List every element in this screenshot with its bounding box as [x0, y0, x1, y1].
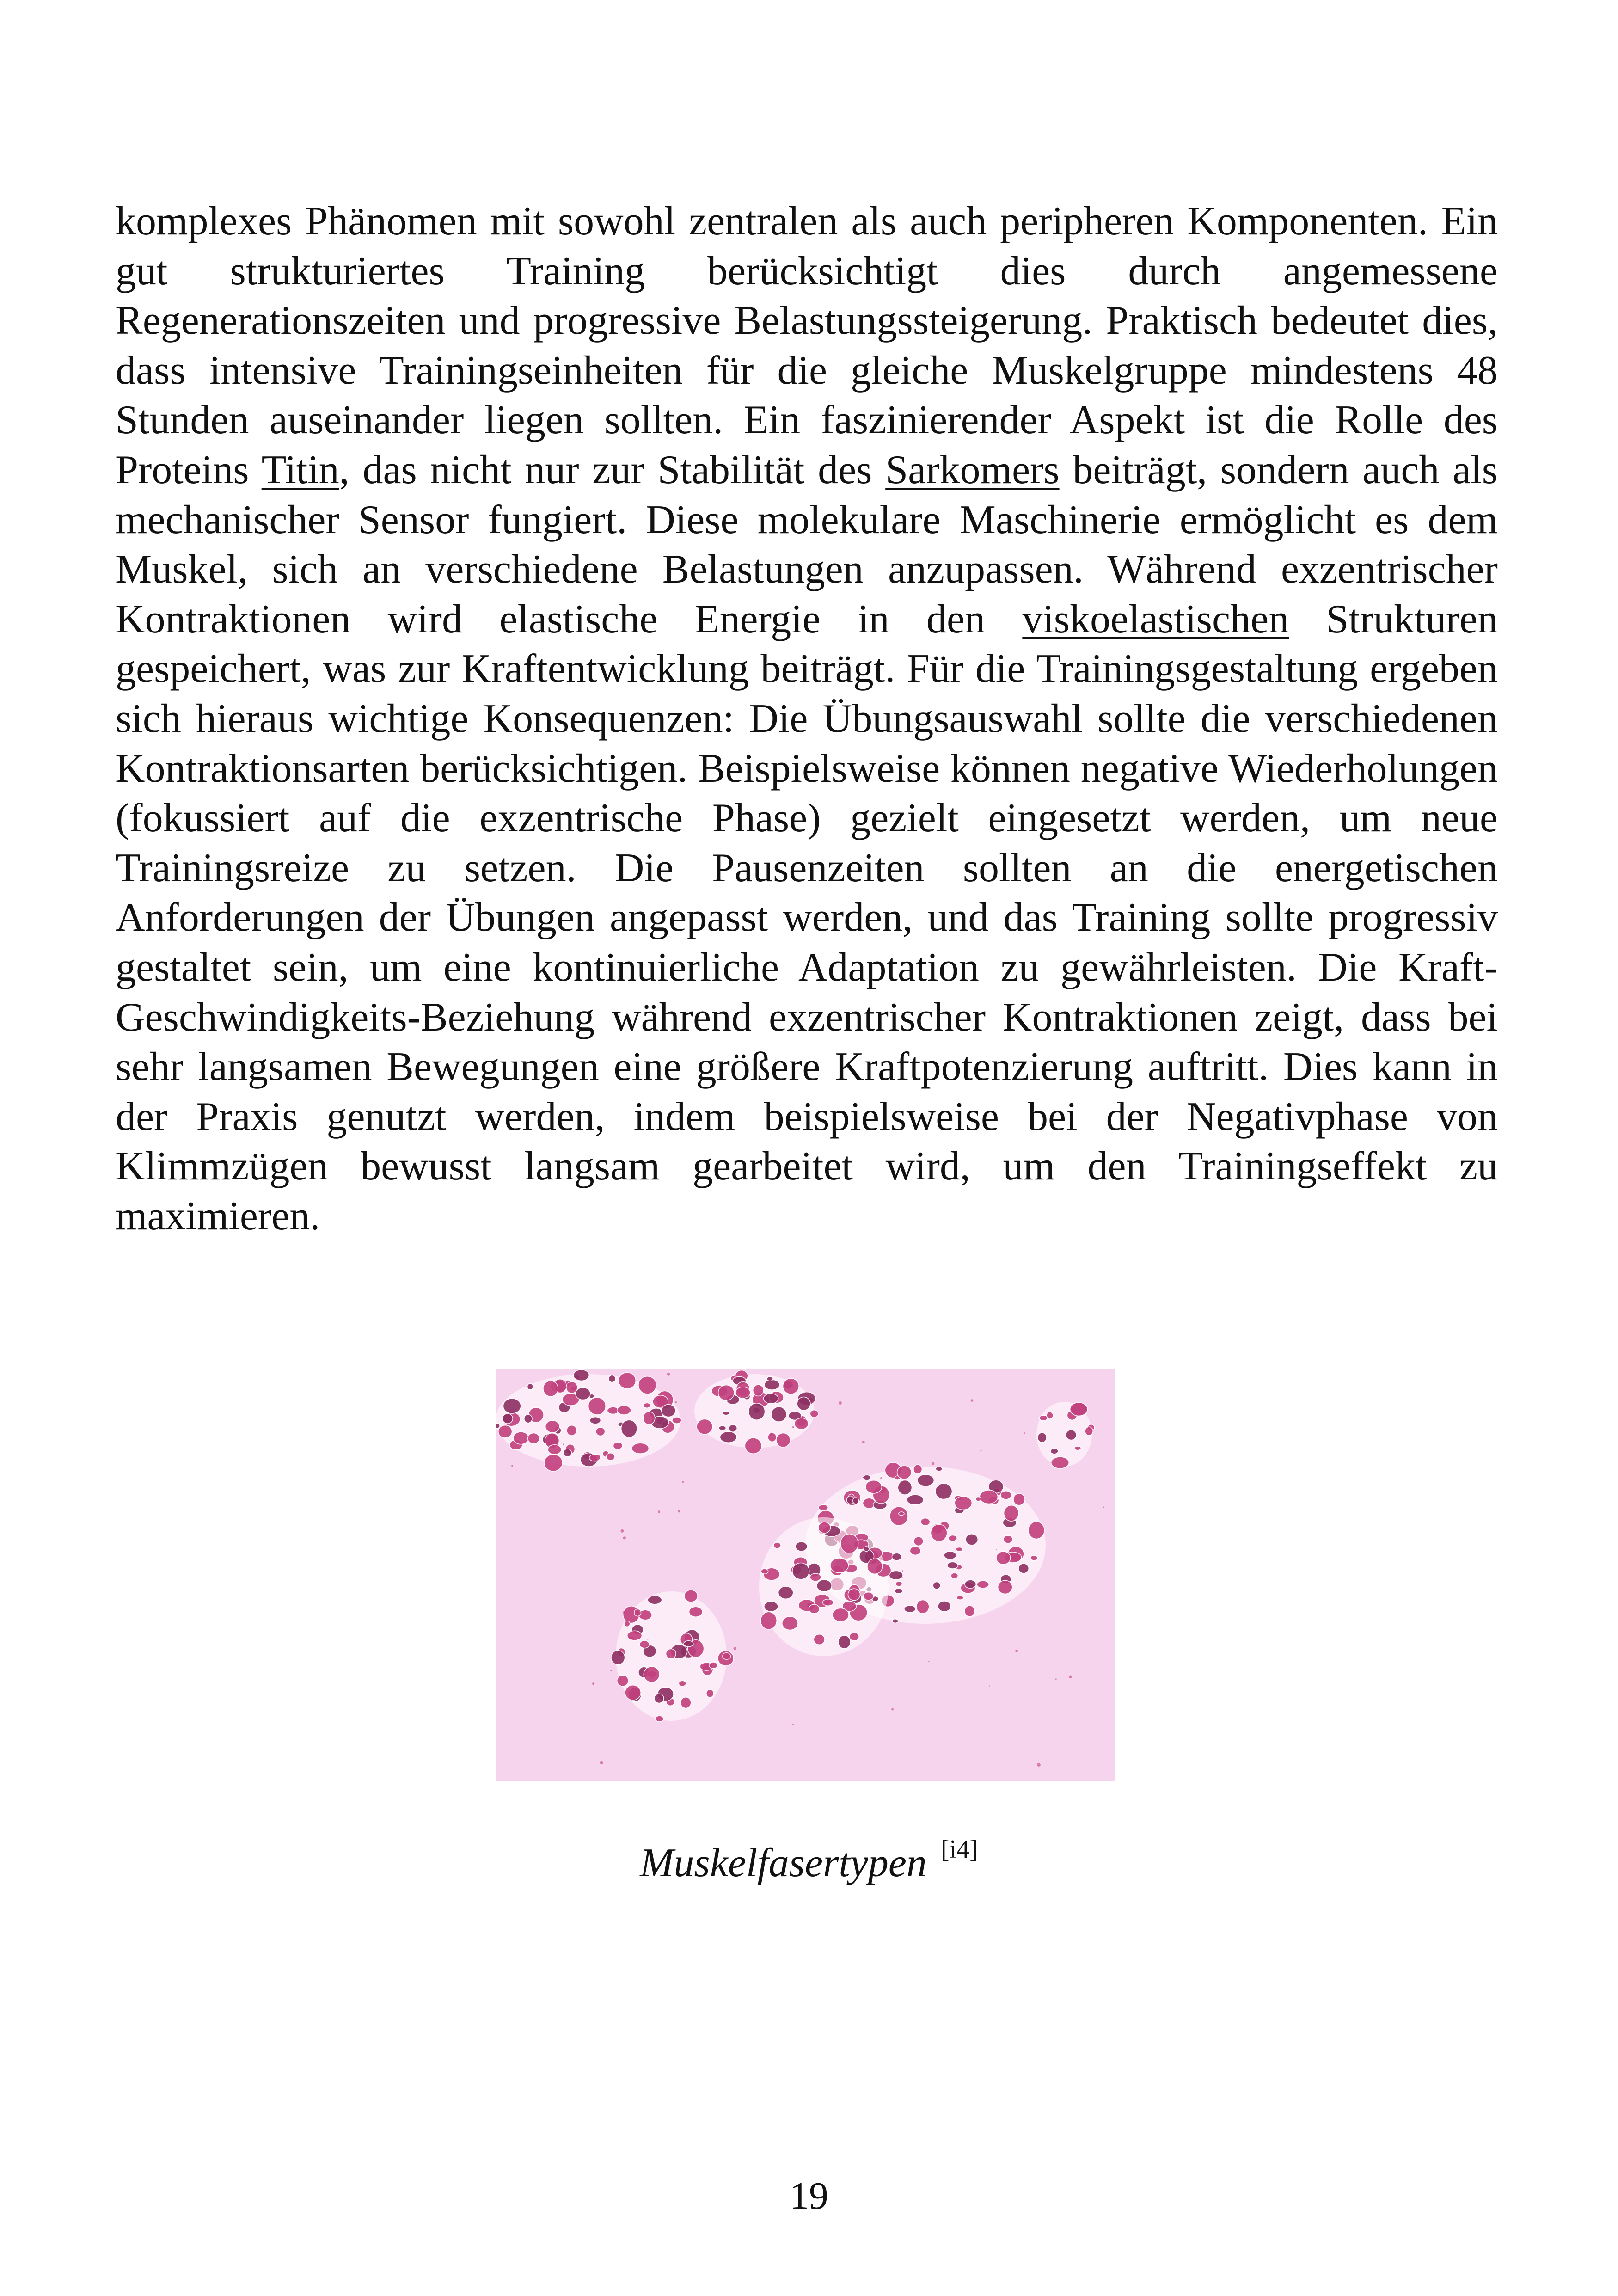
muscle-histology-image — [496, 1369, 1115, 1781]
histology-drawing — [496, 1369, 1115, 1781]
body-text-segment: komplexes Phänomen mit sowohl zentralen als auch peripheren Komponenten. Ein gut strukturiertes Training berücksichtigt dies durch angemessene Regenerationszeiten und progressive Belastungssteigerung. Praktisch bedeutet dies, dass intensive Trainingseinheiten für die gleiche Muskelgruppe mindestens 48 Stunden auseinander liegen sollten. Ein faszinierender Aspekt ist die Rolle des Proteins — [116, 199, 1498, 492]
caption-reference: [i4] — [940, 1835, 978, 1864]
body-text-segment: beiträgt, sondern auch als mechanischer Sensor fungiert. Diese molekulare Maschinerie ermöglicht es dem Muskel, sich an verschiedene Belastungen anzupassen. Während exzentrischer Kontraktionen wird elastische Energie in den — [116, 447, 1498, 642]
caption-text: Muskelfasertypen — [640, 1841, 927, 1885]
body-text-segment: Strukturen gespeichert, was zur Kraftentwicklung beiträgt. Für die Trainingsgestaltung ergeben sich hieraus wichtige Konsequenzen: Die Übungsauswahl sollte die verschiedenen Kontraktionsarten berücksichtigen. Beispielsweise können negative Wiederholungen (fokussiert auf die exzentrische Phase) gezielt eingesetzt werden, um neue Trainingsreize zu setzen. Die Pausenzeiten sollten an die energetischen Anforderungen der Übungen angepasst werden, und das Training sollte progressiv gestaltet sein, um eine kontinuierliche Adaptation zu gewährleisten. Die Kraft-Geschwindigkeits-Beziehung während exzentrischer Kontraktionen zeigt, dass bei sehr langsamen Bewegungen eine größere Kraftpotenzierung auftritt. Dies kann in der Praxis genutzt werden, indem beispielsweise bei der Negativphase von Klimmzügen bewusst langsam gearbeitet wird, um den Trainingseffekt zu maximieren. — [116, 596, 1498, 1239]
page-number: 19 — [790, 2174, 828, 2217]
body-paragraph — [116, 196, 1498, 1241]
body-text-segment: , das nicht nur zur Stabilität des — [339, 447, 886, 492]
term-titin: Titin — [261, 447, 339, 492]
term-viskoelastischen: viskoelastischen — [1022, 596, 1289, 642]
figure-caption — [0, 1824, 1618, 1889]
term-sarkomers: Sarkomers — [885, 447, 1060, 492]
